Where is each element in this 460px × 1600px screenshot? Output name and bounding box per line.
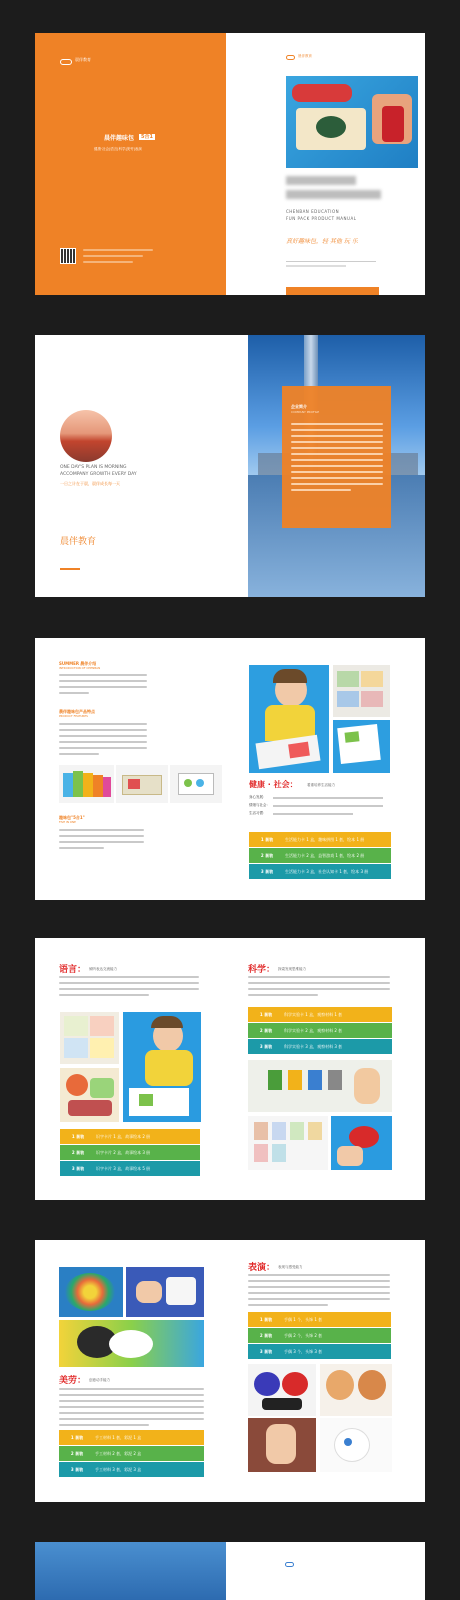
art-row-1: 1 套装 手工材料 1 套，彩泥 1 盒 <box>59 1430 204 1445</box>
health-row-1: 1 套装 生活能力卡 1 盒，趣味拼图 1 套，绘本 1 册 <box>249 832 391 847</box>
cover-orange-tab <box>286 287 379 295</box>
health-item-2: 情绪与社会： <box>249 803 270 807</box>
qr-code <box>60 248 76 264</box>
panel-title: 企业简介 <box>291 404 307 409</box>
language-cartoon-photo <box>60 1068 119 1122</box>
sec1-title: SUMMER 晨伴介绍 <box>59 661 97 666</box>
partial-photo <box>35 1542 226 1600</box>
science-row-3: 3 套装 科学实验卡 3 盒，观察材料 3 套 <box>248 1039 392 1054</box>
health-title: 健康 · 社会： <box>249 780 298 789</box>
health-spread <box>35 638 425 900</box>
cards-photo-1 <box>333 665 390 717</box>
cover-logo: 晨伴教育 <box>75 57 91 62</box>
art-row-2: 2 套装 手工材料 2 套，彩泥 2 盒 <box>59 1446 204 1461</box>
blurred-title-2 <box>286 190 381 199</box>
health-row-3: 3 套装 生活能力卡 3 盒，社会认知卡 1 套，绘本 3 册 <box>249 864 391 879</box>
science-cards-photo <box>248 1116 328 1170</box>
performance-plate-photo <box>320 1418 392 1472</box>
language-child-photo <box>123 1012 201 1122</box>
cover-footnote-line <box>286 265 346 267</box>
sec1-sub: INTRODUCTION OF CHENBAN <box>59 666 101 670</box>
cover-spread <box>35 33 425 295</box>
cover-en-title-2: FUN PACK PRODUCT MANUAL <box>286 216 357 221</box>
performance-masks-photo <box>320 1364 392 1416</box>
sec1-body <box>59 674 147 698</box>
cover-subtitle: 健康·社会|语言|科学|美劳|表演 <box>94 147 142 151</box>
science-bins-photo <box>248 1060 392 1112</box>
child-puzzle-photo <box>249 665 329 773</box>
art-body <box>59 1388 204 1430</box>
partial-spread <box>35 1542 425 1600</box>
sec3-title: 趣味包"5合1" <box>59 815 85 820</box>
intro-quote-2: ACCOMPANY GROWTH EVERY DAY <box>60 472 137 477</box>
language-row-3: 3 套装 识字卡片 3 盒，故事绘本 5 册 <box>60 1161 200 1176</box>
health-item-1: 身心发展： <box>249 795 267 799</box>
health-row-2: 2 套装 生活能力卡 2 盒，益智游戏 1 套，绘本 2 册 <box>249 848 391 863</box>
cover-slogan: 真好趣味包，轻 其他 玩 乐 <box>286 238 358 245</box>
intro-brand: 晨伴教育 <box>60 537 97 547</box>
art-row-3: 3 套装 手工材料 3 套，彩泥 3 盒 <box>59 1462 204 1477</box>
performance-body <box>248 1274 390 1310</box>
performance-row-3: 3 套装 手偶 3 个，头饰 3 套 <box>248 1344 391 1359</box>
health-item-3: 生活习惯： <box>249 811 267 815</box>
sec2-title: 晨伴趣味包产品特点 <box>59 709 95 714</box>
sunset-circle <box>60 410 112 462</box>
art-hands-photo <box>126 1267 204 1317</box>
intro-spread <box>35 335 425 597</box>
language-body <box>59 976 199 1000</box>
science-body <box>248 976 390 1000</box>
right-logo: 晨伴教育 <box>298 54 312 58</box>
cover-product-badge: 5合1 <box>141 134 153 140</box>
art-title: 美劳： 创意动手能力 <box>59 1376 111 1386</box>
cards-photo-2 <box>333 720 390 773</box>
art-cloud-photo <box>59 1320 204 1367</box>
intro-brand-underline <box>60 568 80 570</box>
product-boxes-photo-1 <box>59 765 114 803</box>
science-title: 科学： 探索发现思维能力 <box>248 965 307 975</box>
health-sub: 着重培养生活能力 <box>307 783 335 787</box>
cover-contact-lines <box>83 249 153 267</box>
performance-puppets-photo <box>248 1364 316 1416</box>
language-cards-photo <box>60 1012 119 1064</box>
cover-en-title-1: CHENBAN EDUCATION <box>286 209 340 214</box>
blurred-title <box>286 176 356 185</box>
logo-icon <box>60 59 72 65</box>
right-logo-icon <box>286 55 295 60</box>
cover-rule <box>286 261 376 262</box>
language-science-spread <box>35 938 425 1200</box>
science-row-2: 2 套装 科学实验卡 2 盒，观察材料 2 套 <box>248 1023 392 1038</box>
art-peacock-photo <box>59 1267 123 1317</box>
language-title: 语言： 倾听表达交流能力 <box>59 965 118 975</box>
sec3-body <box>59 829 144 853</box>
performance-title: 表演： 表现与感受能力 <box>248 1263 303 1273</box>
sec2-body <box>59 723 147 759</box>
panel-subtitle: COMPANY PROFILE <box>291 410 320 414</box>
performance-row-2: 2 套装 手偶 2 个，头饰 2 套 <box>248 1328 391 1343</box>
art-performance-spread <box>35 1240 425 1502</box>
language-row-1: 1 套装 识字卡片 1 盒，故事绘本 2 册 <box>60 1129 200 1144</box>
science-row-1: 1 套装 科学实验卡 1 盒，观察材料 1 套 <box>248 1007 392 1022</box>
sec2-sub: PRODUCT FEATURES <box>59 714 88 718</box>
paint-photo <box>286 76 418 168</box>
cover-product-title: 晨伴趣味包 <box>104 135 135 142</box>
performance-hand-puppet-photo <box>248 1418 316 1472</box>
intro-quote-cn: 一日之计在于晨，晨伴成长每一天 <box>60 481 120 486</box>
language-row-2: 2 套装 识字卡片 2 盒，故事绘本 3 册 <box>60 1145 200 1160</box>
health-item-3-line <box>273 813 353 815</box>
health-item-2-line <box>273 805 383 807</box>
product-boxes-photo-3 <box>170 765 222 803</box>
performance-row-1: 1 套装 手偶 1 个，头饰 1 套 <box>248 1312 391 1327</box>
health-item-1-line <box>273 797 383 799</box>
intro-quote-1: ONE DAY'S PLAN IS MORNING <box>60 465 127 470</box>
partial-logo <box>285 1562 294 1567</box>
science-ladybug-photo <box>331 1116 392 1170</box>
panel-body-lines <box>291 423 383 495</box>
product-boxes-photo-2 <box>116 765 168 803</box>
sec3-sub: FIVE IN ONE <box>59 820 76 824</box>
